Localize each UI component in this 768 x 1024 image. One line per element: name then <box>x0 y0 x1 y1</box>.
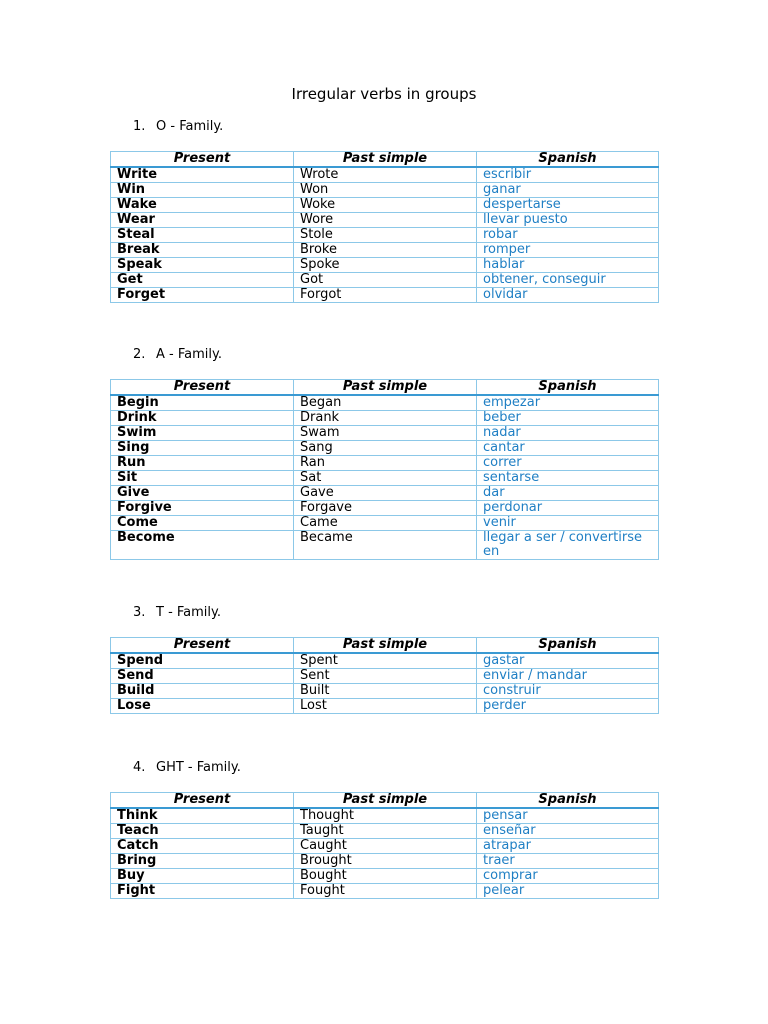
cell-spanish: ganar <box>477 183 659 198</box>
cell-past: Sang <box>294 441 477 456</box>
table-row <box>111 471 659 486</box>
cell-spanish: hablar <box>477 258 659 273</box>
header-present: Present <box>111 380 294 396</box>
cell-present: Send <box>111 669 294 684</box>
section-label: A - Family. <box>156 347 222 362</box>
section-label: GHT - Family. <box>156 760 241 775</box>
cell-spanish: llegar a ser / convertirse en <box>477 531 659 560</box>
cell-past: Lost <box>294 699 477 714</box>
table-row <box>111 273 659 288</box>
cell-spanish: perder <box>477 699 659 714</box>
cell-spanish: pensar <box>477 808 659 824</box>
table-row <box>111 516 659 531</box>
cell-spanish: venir <box>477 516 659 531</box>
cell-spanish: pelear <box>477 884 659 899</box>
cell-spanish: perdonar <box>477 501 659 516</box>
cell-spanish: beber <box>477 411 659 426</box>
header-past-simple: Past simple <box>294 638 477 654</box>
header-past-simple: Past simple <box>294 793 477 809</box>
cell-past: Swam <box>294 426 477 441</box>
cell-present: Swim <box>111 426 294 441</box>
cell-spanish: atrapar <box>477 839 659 854</box>
table-row <box>111 669 659 684</box>
table-row <box>111 395 659 411</box>
cell-present: Steal <box>111 228 294 243</box>
cell-past: Woke <box>294 198 477 213</box>
cell-present: Give <box>111 486 294 501</box>
cell-spanish: despertarse <box>477 198 659 213</box>
table-row <box>111 243 659 258</box>
cell-present: Get <box>111 273 294 288</box>
header-present: Present <box>111 152 294 168</box>
cell-spanish: llevar puesto <box>477 213 659 228</box>
header-present: Present <box>111 638 294 654</box>
cell-present: Forget <box>111 288 294 303</box>
cell-past: Thought <box>294 808 477 824</box>
cell-spanish: dar <box>477 486 659 501</box>
table-row <box>111 183 659 198</box>
cell-spanish: nadar <box>477 426 659 441</box>
table-row <box>111 486 659 501</box>
header-past-simple: Past simple <box>294 380 477 396</box>
cell-past: Sent <box>294 669 477 684</box>
header-past-simple: Past simple <box>294 152 477 168</box>
cell-past: Wrote <box>294 167 477 183</box>
table-row <box>111 824 659 839</box>
cell-past: Forgot <box>294 288 477 303</box>
cell-past: Stole <box>294 228 477 243</box>
cell-present: Speak <box>111 258 294 273</box>
table-row <box>111 411 659 426</box>
cell-present: Sing <box>111 441 294 456</box>
cell-present: Forgive <box>111 501 294 516</box>
section-number: 4. <box>133 760 146 775</box>
section-heading <box>133 119 223 135</box>
table-row <box>111 441 659 456</box>
table-row <box>111 198 659 213</box>
header-spanish: Spanish <box>477 793 659 809</box>
table-header-row <box>111 380 659 396</box>
cell-present: Write <box>111 167 294 183</box>
table-row <box>111 884 659 899</box>
cell-past: Won <box>294 183 477 198</box>
cell-past: Came <box>294 516 477 531</box>
cell-present: Become <box>111 531 294 560</box>
table-header-row <box>111 793 659 809</box>
verbs-table <box>110 151 659 303</box>
cell-past: Began <box>294 395 477 411</box>
cell-present: Break <box>111 243 294 258</box>
cell-present: Run <box>111 456 294 471</box>
cell-past: Broke <box>294 243 477 258</box>
header-spanish: Spanish <box>477 638 659 654</box>
table-row <box>111 501 659 516</box>
cell-past: Ran <box>294 456 477 471</box>
cell-present: Wake <box>111 198 294 213</box>
cell-past: Caught <box>294 839 477 854</box>
table-row <box>111 167 659 183</box>
cell-spanish: enseñar <box>477 824 659 839</box>
cell-present: Spend <box>111 653 294 669</box>
section-heading <box>133 760 241 776</box>
cell-present: Teach <box>111 824 294 839</box>
section-number: 3. <box>133 605 146 620</box>
cell-present: Lose <box>111 699 294 714</box>
cell-present: Wear <box>111 213 294 228</box>
cell-past: Fought <box>294 884 477 899</box>
table-row <box>111 531 659 560</box>
table-row <box>111 258 659 273</box>
table-row <box>111 228 659 243</box>
header-present: Present <box>111 793 294 809</box>
cell-past: Sat <box>294 471 477 486</box>
cell-spanish: romper <box>477 243 659 258</box>
cell-spanish: robar <box>477 228 659 243</box>
table-row <box>111 653 659 669</box>
table-row <box>111 456 659 471</box>
cell-present: Buy <box>111 869 294 884</box>
table-row <box>111 699 659 714</box>
table-header-row <box>111 638 659 654</box>
section-label: T - Family. <box>156 605 222 620</box>
table-row <box>111 869 659 884</box>
cell-past: Bought <box>294 869 477 884</box>
cell-spanish: escribir <box>477 167 659 183</box>
cell-spanish: enviar / mandar <box>477 669 659 684</box>
header-spanish: Spanish <box>477 380 659 396</box>
cell-past: Spent <box>294 653 477 669</box>
table-row <box>111 213 659 228</box>
cell-present: Build <box>111 684 294 699</box>
table-row <box>111 839 659 854</box>
cell-spanish: comprar <box>477 869 659 884</box>
page-title: Irregular verbs in groups <box>291 85 477 103</box>
cell-present: Catch <box>111 839 294 854</box>
verbs-table <box>110 379 659 560</box>
section-label: O - Family. <box>156 119 224 134</box>
cell-spanish: gastar <box>477 653 659 669</box>
cell-spanish: correr <box>477 456 659 471</box>
cell-past: Became <box>294 531 477 560</box>
table-row <box>111 426 659 441</box>
cell-past: Drank <box>294 411 477 426</box>
table-row <box>111 854 659 869</box>
section-number: 2. <box>133 347 146 362</box>
table-row <box>111 808 659 824</box>
cell-past: Got <box>294 273 477 288</box>
cell-present: Come <box>111 516 294 531</box>
cell-spanish: traer <box>477 854 659 869</box>
cell-spanish: cantar <box>477 441 659 456</box>
table-row <box>111 684 659 699</box>
header-spanish: Spanish <box>477 152 659 168</box>
table-row <box>111 288 659 303</box>
verbs-table <box>110 792 659 899</box>
section-number: 1. <box>133 119 146 134</box>
cell-spanish: obtener, conseguir <box>477 273 659 288</box>
cell-past: Built <box>294 684 477 699</box>
cell-present: Win <box>111 183 294 198</box>
cell-past: Spoke <box>294 258 477 273</box>
cell-present: Think <box>111 808 294 824</box>
cell-present: Fight <box>111 884 294 899</box>
cell-spanish: empezar <box>477 395 659 411</box>
cell-present: Sit <box>111 471 294 486</box>
cell-spanish: sentarse <box>477 471 659 486</box>
verbs-table <box>110 637 659 714</box>
cell-past: Brought <box>294 854 477 869</box>
cell-spanish: olvidar <box>477 288 659 303</box>
section-heading <box>133 605 221 621</box>
cell-past: Gave <box>294 486 477 501</box>
cell-present: Bring <box>111 854 294 869</box>
section-heading <box>133 347 222 363</box>
cell-past: Forgave <box>294 501 477 516</box>
cell-past: Taught <box>294 824 477 839</box>
cell-present: Begin <box>111 395 294 411</box>
cell-spanish: construir <box>477 684 659 699</box>
cell-present: Drink <box>111 411 294 426</box>
cell-past: Wore <box>294 213 477 228</box>
table-header-row <box>111 152 659 168</box>
